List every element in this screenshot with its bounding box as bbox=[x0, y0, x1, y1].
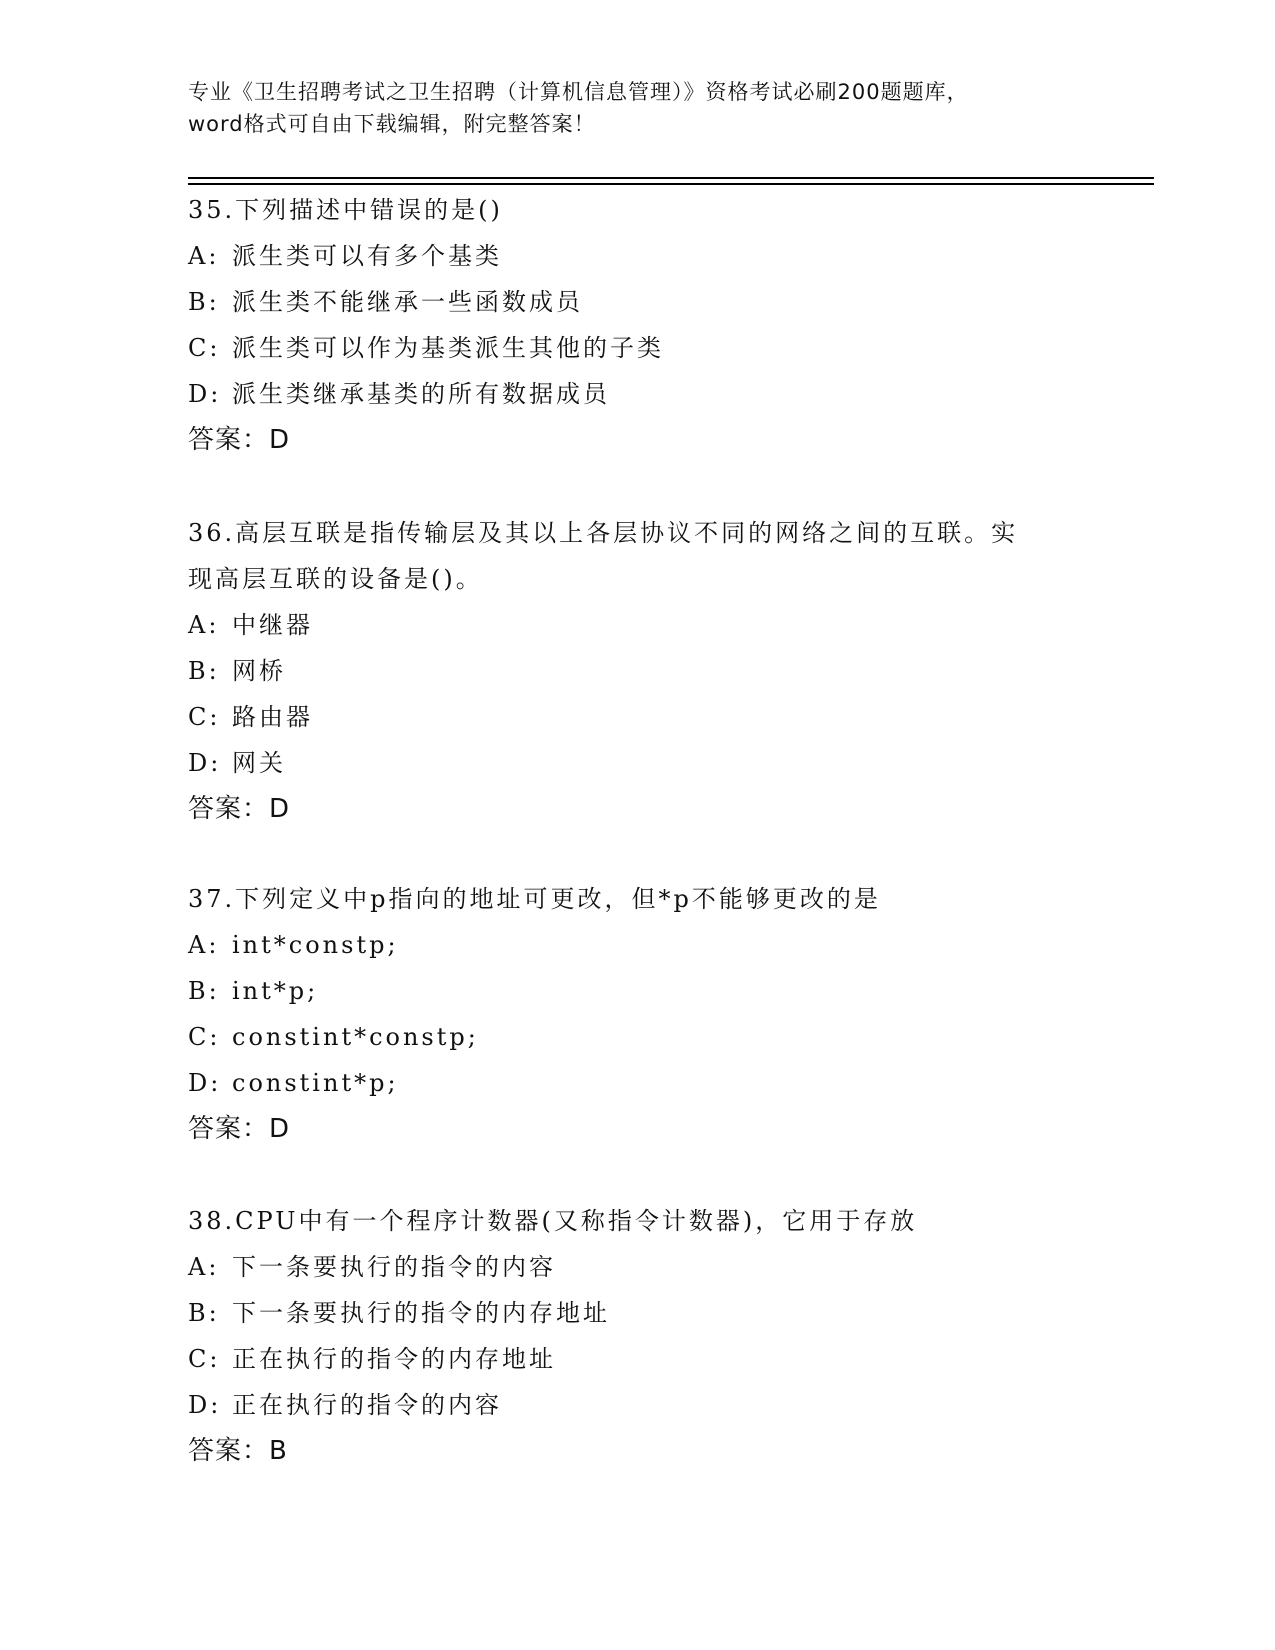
option-letter: B: bbox=[188, 977, 220, 1005]
answer-value: B bbox=[269, 1436, 288, 1466]
question-38 bbox=[188, 1198, 1108, 1474]
option-letter: B: bbox=[188, 1299, 220, 1327]
header-divider-bottom bbox=[188, 183, 1154, 185]
question-stem bbox=[188, 1198, 1108, 1244]
option-text: int*p; bbox=[232, 977, 319, 1005]
option-letter: A: bbox=[188, 611, 220, 639]
answer-line bbox=[188, 417, 1108, 463]
answer-label: 答案： bbox=[188, 425, 270, 455]
answer-label: 答案： bbox=[188, 1114, 270, 1144]
question-stem-line: 38.CPU中有一个程序计数器(又称指令计数器)，它用于存放 bbox=[188, 1207, 918, 1235]
answer-value: D bbox=[269, 425, 291, 455]
option-letter: B: bbox=[188, 288, 220, 316]
option-a bbox=[188, 233, 1108, 279]
option-letter: B: bbox=[188, 657, 220, 685]
question-35 bbox=[188, 187, 1108, 463]
option-text: constint*p; bbox=[232, 1069, 399, 1097]
option-text: 正在执行的指令的内容 bbox=[232, 1391, 502, 1419]
option-letter: D: bbox=[188, 1391, 222, 1419]
option-letter: C: bbox=[188, 1345, 221, 1373]
option-text: constint*constp; bbox=[232, 1023, 479, 1051]
option-letter: C: bbox=[188, 1023, 221, 1051]
option-c bbox=[188, 1014, 1108, 1060]
option-text: 派生类继承基类的所有数据成员 bbox=[232, 380, 610, 408]
header-title-line-2: word格式可自由下载编辑，附完整答案！ bbox=[188, 112, 596, 136]
option-a bbox=[188, 922, 1108, 968]
option-c bbox=[188, 1336, 1108, 1382]
option-text: 网关 bbox=[232, 749, 286, 777]
option-letter: A: bbox=[188, 1253, 220, 1281]
option-letter: D: bbox=[188, 380, 222, 408]
option-text: 下一条要执行的指令的内容 bbox=[232, 1253, 556, 1281]
option-text: 网桥 bbox=[232, 657, 286, 685]
question-stem bbox=[188, 187, 1108, 233]
question-stem-line: 现高层互联的设备是()。 bbox=[188, 565, 483, 593]
option-text: int*constp; bbox=[232, 931, 399, 959]
option-a bbox=[188, 1244, 1108, 1290]
option-text: 路由器 bbox=[232, 703, 313, 731]
option-letter: C: bbox=[188, 703, 221, 731]
question-stem bbox=[188, 876, 1108, 922]
answer-label: 答案： bbox=[188, 794, 270, 824]
option-text: 派生类可以有多个基类 bbox=[232, 242, 502, 270]
answer-label: 答案： bbox=[188, 1436, 270, 1466]
document-header bbox=[188, 76, 1098, 140]
option-letter: C: bbox=[188, 334, 221, 362]
option-b bbox=[188, 648, 1108, 694]
question-stem-line: 35.下列描述中错误的是() bbox=[188, 196, 503, 224]
question-stem-line: 36.高层互联是指传输层及其以上各层协议不同的网络之间的互联。实 bbox=[188, 519, 1019, 547]
option-b bbox=[188, 968, 1108, 1014]
option-c bbox=[188, 325, 1108, 371]
option-letter: D: bbox=[188, 749, 222, 777]
answer-line bbox=[188, 1428, 1108, 1474]
option-c bbox=[188, 694, 1108, 740]
option-d bbox=[188, 371, 1108, 417]
option-d bbox=[188, 1382, 1108, 1428]
answer-value: D bbox=[269, 794, 291, 824]
option-d bbox=[188, 740, 1108, 786]
option-letter: A: bbox=[188, 931, 220, 959]
question-36 bbox=[188, 510, 1108, 832]
option-letter: D: bbox=[188, 1069, 222, 1097]
option-text: 中继器 bbox=[232, 611, 313, 639]
option-text: 正在执行的指令的内存地址 bbox=[232, 1345, 556, 1373]
option-letter: A: bbox=[188, 242, 220, 270]
option-a bbox=[188, 602, 1108, 648]
option-text: 下一条要执行的指令的内存地址 bbox=[232, 1299, 610, 1327]
question-stem-line: 37.下列定义中p指向的地址可更改，但*p不能够更改的是 bbox=[188, 885, 881, 913]
answer-line bbox=[188, 1106, 1108, 1152]
option-b bbox=[188, 279, 1108, 325]
question-37 bbox=[188, 876, 1108, 1152]
answer-value: D bbox=[269, 1114, 291, 1144]
question-stem bbox=[188, 510, 1108, 602]
option-b bbox=[188, 1290, 1108, 1336]
option-d bbox=[188, 1060, 1108, 1106]
header-title-line-1: 专业《卫生招聘考试之卫生招聘（计算机信息管理）》资格考试必刷200题题库， bbox=[188, 80, 969, 104]
option-text: 派生类不能继承一些函数成员 bbox=[232, 288, 583, 316]
answer-line bbox=[188, 786, 1108, 832]
option-text: 派生类可以作为基类派生其他的子类 bbox=[232, 334, 664, 362]
header-divider-top bbox=[188, 177, 1154, 179]
